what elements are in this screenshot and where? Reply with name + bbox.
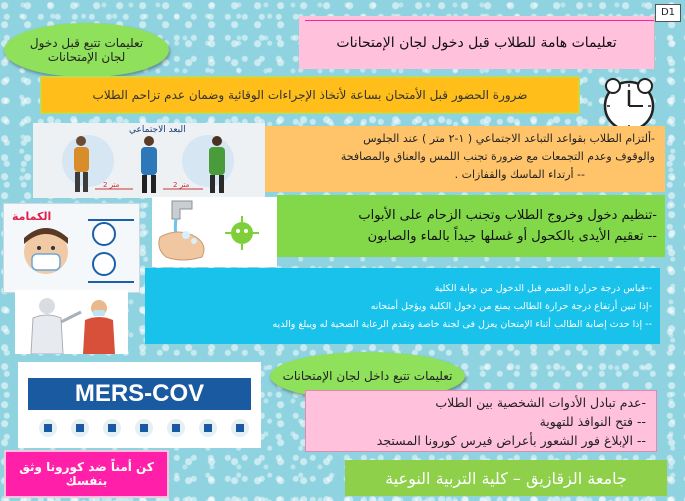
mask-title: الكمامة [12,210,52,223]
inside-line-3: -- الإبلاغ فور الشعور بأعراض فيرس كورونا المستجد [376,433,646,448]
page-title: تعليمات هامة للطلاب قبل دخول لجان الإمتحانات [336,34,617,51]
distancing-line-1: -ألتزام الطلاب بقواعد التباعد الاجتماعي ( ١-٢ متر ) عند الجلوس [363,132,655,145]
footer-text: جامعة الزقازيق – كلية التربية النوعية [385,468,627,488]
inside-line-2: -- فتح النوافذ للتهوية [539,414,646,429]
hygiene-box [277,195,665,257]
distancing-header: البعد الاجتماعي [129,125,186,135]
footer [345,460,667,496]
temperature-line-3: -- إذا حدث إصابة الطالب أثناء الإمتحان يعزل فى لجنة خاصة وتقدم الرعاية الصحية له ويبلغ والديه [272,319,652,330]
mers-cov-banner [18,362,261,448]
temperature-box [145,268,660,344]
temperature-line-1: --قياس درجة حرارة الجسم قبل الدخول من بوابة الكلية [434,283,652,294]
slogan-box [4,450,169,498]
page-tag: D1 [655,4,681,22]
mask-infographic [3,203,140,293]
mers-cov-title: MERS-COV [74,380,205,407]
inside-oval-text: تعليمات تتبع داخل لجان الإمتحانات [282,369,453,383]
distance-label-1: 2 متر [103,181,120,189]
attendance-notice [40,76,580,114]
social-distancing-image [33,123,265,198]
hygiene-line-2: -- تعقيم الأيدى بالكحول أو غسلها جيداً بالماء والصابون [367,229,657,244]
attendance-notice-text: ضرورة الحضور قبل الأمتحان بساعة لأتخاذ الإجراءات الوقائية وضمان عدم تزاحم الطلاب [92,88,528,102]
hygiene-line-1: -تنظيم دخول وخروج الطلاب وتجنب الزحام على الأبواب [358,208,657,223]
temperature-check-image [15,290,128,354]
alarm-clock-icon [585,74,670,134]
inside-line-1: -عدم تبادل الأدوات الشخصية بين الطلاب [435,395,646,410]
inside-instructions-box [305,390,657,452]
header-oval [4,23,169,77]
header-oval-text: تعليمات تتبع قبل دخول لجان الإمتحانات [29,36,144,64]
distancing-line-2: والوقوف وعدم التجمعات مع ضرورة تجنب اللمس والعناق والمصافحة [340,150,655,163]
slogan-text: كن أمناً ضد كورونا وثق بنفسك [19,460,154,488]
title-box [299,16,655,69]
hand-washing-image [152,197,277,267]
temperature-line-2: -إذا تبين أرتفاع درجة حرارة الطالب يمنع من دخول الكلية ويؤجل أمتحانه [370,301,652,312]
distancing-box [265,126,665,192]
distance-label-2: 2 متر [173,181,190,189]
distancing-line-3: -- أرتداء الماسك والقفازات . [454,168,585,181]
